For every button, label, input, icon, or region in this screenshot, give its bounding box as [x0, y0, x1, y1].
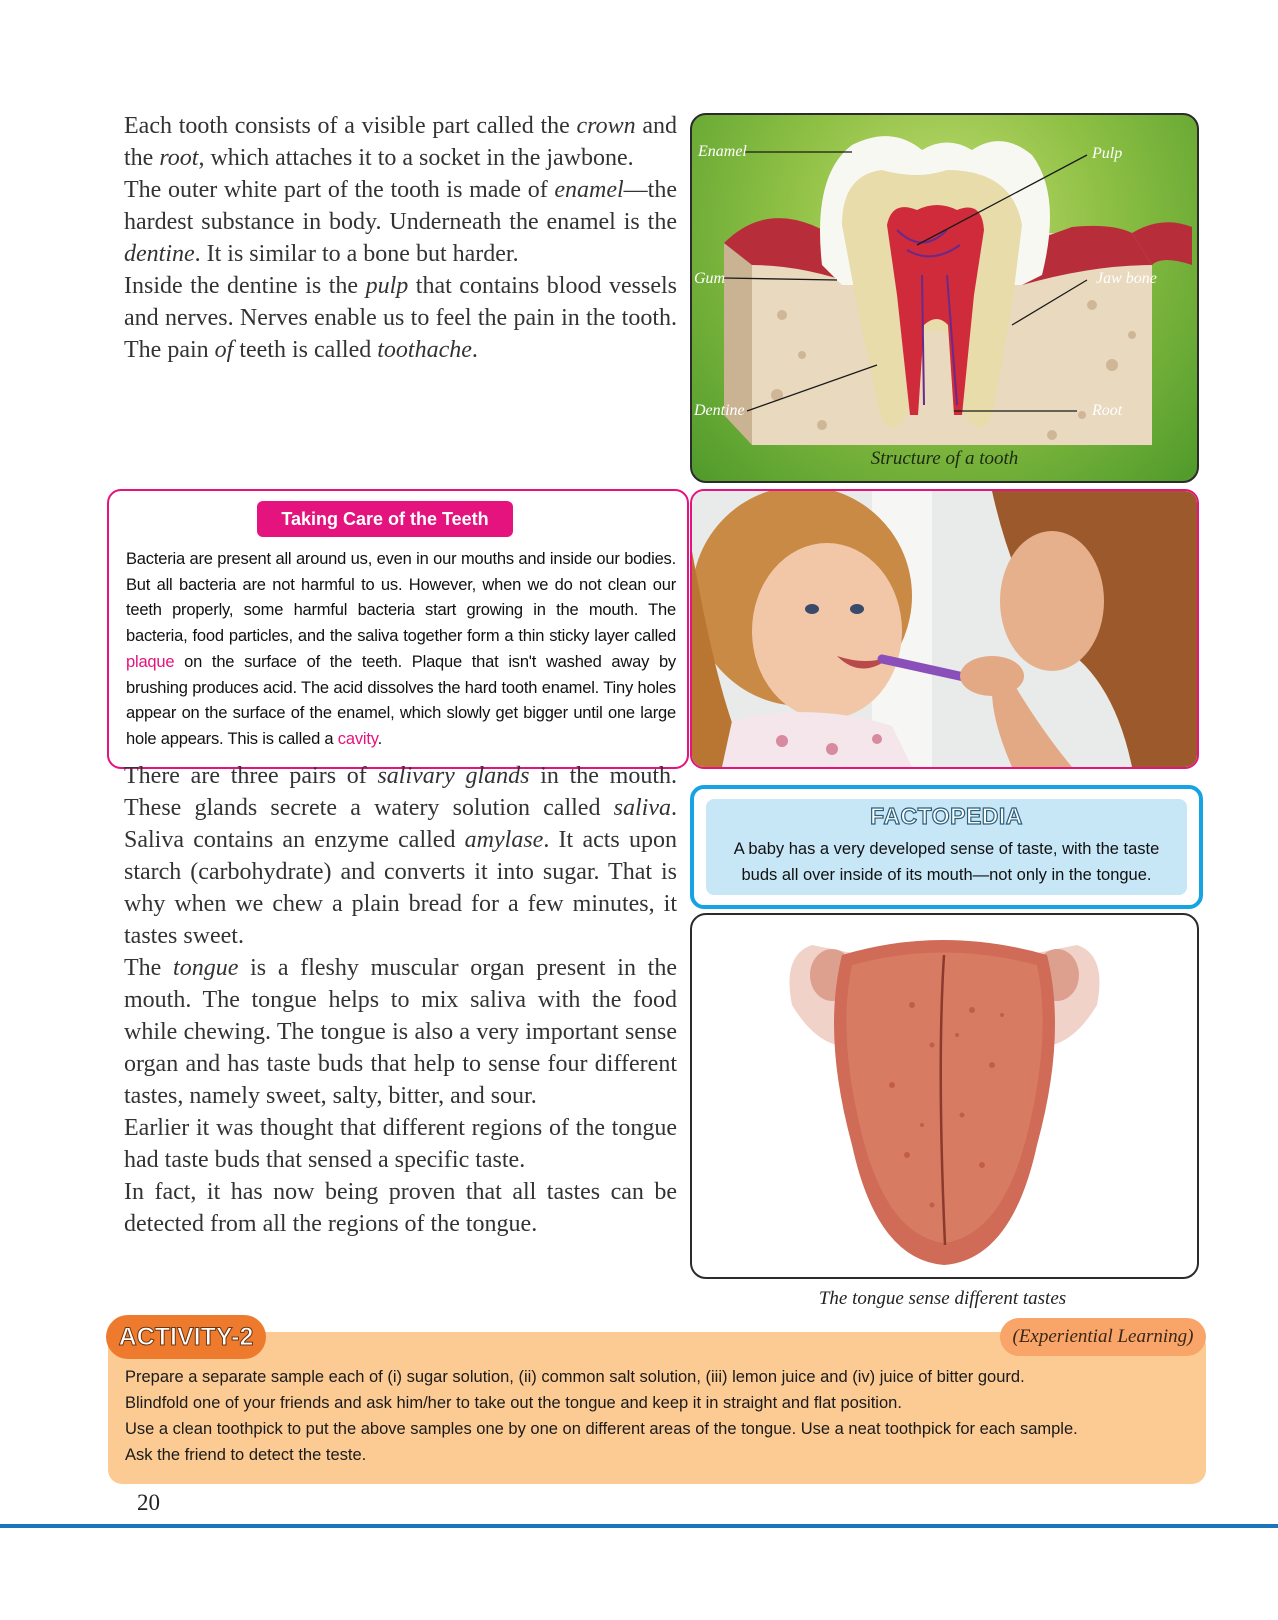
experiential-learning-tag: (Experiential Learning): [1000, 1318, 1206, 1356]
activity-line: Use a clean toothpick to put the above samples one by one on different areas of the tongue. Use a neat toothpick for each sample.: [125, 1420, 1078, 1438]
tooth-diagram: [690, 113, 1199, 483]
gum-label: Gum: [694, 270, 726, 287]
page-number: 20: [137, 1490, 160, 1515]
activity-line: Prepare a separate sample each of (i) sugar solution, (ii) common salt solution, (iii) lemon juice and (iv) juice of bitter gourd.: [125, 1368, 1025, 1386]
taking-care-box: [107, 489, 689, 769]
activity-line: Ask the friend to detect the teste.: [125, 1446, 367, 1464]
intro-paragraph-3: Inside the dentine is the pulp that contains blood vessels and nerves. Nerves enable us to feel the pain in the tooth. The pain of teeth is called toothache.: [124, 273, 677, 363]
factopedia-inner: [706, 799, 1187, 895]
child-brushing-illustration: [692, 491, 1197, 767]
intro-paragraph-2: The outer white part of the tooth is made of enamel—the hardest substance in body. Underneath the enamel is the dentine. It is similar to a bone but harder.: [124, 177, 677, 267]
body-paragraph-1: There are three pairs of salivary glands in the mouth. These glands secrete a watery solution called saliva. Saliva contains an enzyme called amylase. It acts upon starch (carbohydrate) and converts it into sugar. That is why when we chew a plain bread for a few minutes, it tastes sweet.: [124, 763, 677, 949]
tongue-caption: The tongue sense different tastes: [818, 1288, 1067, 1309]
bottom-rule: [0, 1524, 1278, 1528]
intro-paragraph-1: Each tooth consists of a visible part called the crown and the root, which attaches it to a socket in the jawbone.: [124, 113, 677, 171]
activity-instructions: [125, 1364, 1195, 1468]
plaque-term: plaque: [126, 652, 175, 671]
activity-badge: ACTIVITY-2: [106, 1315, 266, 1359]
dentine-label: Dentine: [694, 402, 745, 419]
jaw-bone-label: Jaw bone: [1096, 270, 1157, 287]
root-label: Root: [1092, 402, 1123, 419]
tongue-illustration: [692, 915, 1197, 1277]
taking-care-text: Bacteria are present all around us, even in our mouths and inside our bodies. But all bacteria are not harmful to us. However, when we do not clean our teeth properly, some harmful bacteria start growing in the mouth. The bacteria, food particles, and the saliva together form a thin sticky layer called plaque on the surface of the teeth. Plaque that isn't washed away by brushing produces acid. The acid dissolves the hard tooth enamel. Tiny holes appear on the surface of the enamel, which slowly get bigger until one large hole appears. This is called a cavity.: [126, 550, 676, 748]
brushing-teeth-photo: [690, 489, 1199, 769]
enamel-label: Enamel: [698, 143, 747, 160]
pulp-label: Pulp: [1092, 145, 1123, 162]
tooth-caption: Structure of a tooth: [870, 448, 1019, 469]
tooth-illustration: [692, 115, 1197, 481]
body-paragraph-3: Earlier it was thought that different regions of the tongue had taste buds that sensed a specific taste.: [124, 1115, 677, 1173]
body-paragraph-2: The tongue is a fleshy muscular organ present in the mouth. The tongue helps to mix saliva with the food while chewing. The tongue is also a very important sense organ and has taste buds that help to sense four different tastes, namely sweet, salty, bitter, and sour.: [124, 955, 677, 1109]
intro-text: [124, 110, 677, 366]
factopedia-title: FACTOPEDIA: [870, 803, 1023, 829]
taking-care-title: Taking Care of the Teeth: [257, 501, 513, 537]
factopedia-box: [690, 785, 1203, 909]
activity-line: Blindfold one of your friends and ask him/her to take out the tongue and keep it in straight and flat position.: [125, 1394, 902, 1412]
body-paragraph-4: In fact, it has now being proven that all tastes can be detected from all the regions of the tongue.: [124, 1179, 677, 1237]
factopedia-text: A baby has a very developed sense of taste, with the taste buds all over inside of its mouth—not only in the tongue.: [733, 840, 1160, 884]
body-text: [124, 760, 677, 1240]
tongue-image: [690, 913, 1199, 1279]
cavity-term: cavity: [337, 729, 378, 748]
